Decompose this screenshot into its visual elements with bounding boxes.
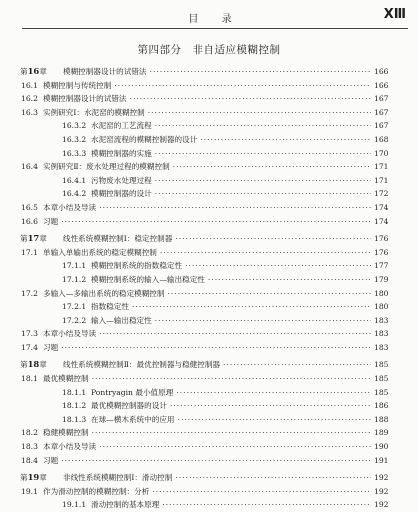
toc-section-row[interactable]: [20, 440, 388, 454]
toc-page-number: 179: [374, 274, 389, 284]
toc-title: 模糊控制系统的指数稳定性: [91, 261, 183, 271]
dot-leader: [61, 454, 371, 468]
toc-title: 作为滑动控制的模糊控制：分析: [43, 486, 150, 496]
dot-leader: [200, 133, 371, 147]
toc-page-number: 176: [374, 234, 389, 244]
dot-leader: [155, 187, 371, 201]
toc-title: 水泥窑的工艺流程: [91, 121, 152, 131]
toc-page-number: 185: [374, 360, 389, 370]
toc-number: [20, 358, 63, 372]
toc-page-number: 177: [374, 261, 389, 271]
part-title: 第四部分 非自适应模糊控制: [137, 44, 281, 56]
chapter-prefix: 第: [20, 67, 28, 76]
dot-leader: [160, 246, 371, 260]
toc-number: 17.4: [21, 342, 38, 352]
toc-chapter-row[interactable]: [20, 471, 388, 485]
toc-number: 16.1: [21, 80, 38, 90]
toc-chapter-row[interactable]: [20, 358, 388, 372]
toc-section-row[interactable]: [20, 79, 388, 93]
toc-number: 18.1: [21, 374, 38, 384]
toc-title: 模糊控制器的实施: [91, 148, 152, 158]
dot-leader: [178, 413, 371, 427]
toc-number: 16.5: [21, 202, 38, 212]
toc-page-number: 180: [374, 302, 389, 312]
toc-number: 18.1.1: [62, 387, 87, 397]
toc-title: 模糊控制与传统控制: [43, 80, 112, 90]
dot-leader: [155, 119, 371, 133]
toc-number: [20, 65, 63, 79]
toc-number: 17.1: [21, 247, 38, 257]
toc-chapter-row[interactable]: [20, 65, 388, 79]
toc-subsection-row[interactable]: [20, 259, 388, 273]
toc-section-row[interactable]: [20, 106, 388, 120]
toc-page-number: 167: [374, 94, 389, 104]
toc-subsection-row[interactable]: [20, 413, 388, 427]
toc-title: 最优模糊控制: [43, 374, 89, 384]
toc-title: 模糊控制器设计的试错法: [63, 67, 147, 76]
toc-subsection-row[interactable]: [20, 300, 388, 314]
toc-page-number: 192: [374, 486, 389, 496]
toc-number: 16.4: [21, 162, 38, 172]
toc-page-number: 190: [374, 442, 389, 452]
toc-number: 17.2: [21, 288, 38, 298]
toc-section-row[interactable]: [20, 246, 388, 260]
toc-number: 16.2: [21, 94, 38, 104]
chapter-suffix: 章: [39, 360, 47, 370]
toc-subsection-row[interactable]: [20, 273, 388, 287]
toc-number: 18.1.2: [62, 401, 87, 411]
chapter-number: 19: [27, 472, 40, 483]
toc-subsection-row[interactable]: [20, 314, 388, 328]
toc-number: 16.6: [21, 216, 38, 226]
toc-number: 16.3.2: [62, 121, 87, 131]
chapter-suffix: 章: [39, 234, 47, 244]
dot-leader: [173, 160, 371, 174]
dot-leader: [130, 92, 371, 106]
toc-page-number: 188: [374, 414, 389, 424]
toc-number: [20, 471, 63, 485]
chapter-suffix: 章: [39, 67, 47, 76]
dot-leader: [155, 147, 371, 161]
toc-title: 多输入—多输出系统的稳定模糊控制: [43, 288, 165, 298]
toc-title: 输入—输出稳定性: [91, 315, 152, 325]
dot-leader: [223, 358, 371, 372]
dot-leader: [155, 174, 371, 188]
toc-page-number: 183: [374, 342, 389, 352]
toc-section-row[interactable]: [20, 426, 388, 440]
toc-number: 17.2.1: [62, 302, 87, 312]
toc-number: 16.3.3: [62, 148, 87, 158]
toc-number: 16.3.2: [62, 134, 87, 144]
dot-leader: [92, 372, 371, 386]
chapter-number: 18: [27, 359, 40, 370]
dot-leader: [148, 106, 371, 120]
dot-leader: [132, 300, 371, 314]
toc-title: 非线性系统模糊控制Ⅰ：滑动控制: [63, 473, 173, 483]
toc-page-number: 167: [374, 107, 389, 117]
dot-leader: [185, 259, 371, 273]
toc-title: 本章小结及导读: [43, 202, 97, 212]
toc-title: 习题: [43, 342, 59, 352]
toc-subsection-row[interactable]: [20, 498, 388, 512]
toc-number: 18.3: [21, 442, 38, 452]
toc-page-number: 183: [374, 315, 389, 325]
toc-section-row[interactable]: [20, 215, 388, 229]
toc-title: 滑动控制的基本原理: [91, 500, 160, 510]
toc-number: 18.2: [21, 428, 38, 438]
toc-section-row[interactable]: [20, 201, 388, 215]
dot-leader: [61, 215, 371, 229]
toc-title: 单输入单输出系统的稳定模糊控制: [43, 247, 157, 257]
toc-title: 稳健模糊控制: [43, 428, 89, 438]
toc-number: 16.4.1: [62, 175, 87, 185]
toc-page-number: 168: [374, 134, 389, 144]
page-header: [22, 8, 408, 29]
toc-title: 模糊控制系统的输入—输出稳定性: [91, 274, 205, 284]
toc-page-number: 185: [374, 374, 389, 384]
toc-title: 习题: [43, 216, 59, 226]
dot-leader: [114, 79, 371, 93]
toc-title: 本章小结及导读: [43, 329, 97, 339]
toc-subsection-row[interactable]: [20, 386, 388, 400]
toc-number: 17.1.1: [62, 261, 87, 271]
dot-leader: [99, 201, 371, 215]
toc-number: 16.3: [21, 107, 38, 117]
chapter-number: 17: [27, 233, 40, 244]
toc-number: 16.4.2: [62, 189, 87, 199]
toc-page-number: 166: [374, 67, 389, 76]
dot-leader: [99, 440, 371, 454]
chapter-prefix: 第: [20, 360, 28, 370]
toc-title: 实例研究Ⅱ：废水处理过程的模糊控制: [43, 162, 170, 172]
toc-title: 水泥窑流程的模糊控制器的设计: [91, 134, 198, 144]
page-number: XⅢ: [383, 7, 406, 22]
toc-subsection-row[interactable]: [20, 174, 388, 188]
toc-subsection-row[interactable]: [20, 187, 388, 201]
toc-title: 实例研究Ⅰ：水泥窑的模糊控制: [43, 107, 145, 117]
toc-section-row[interactable]: [20, 485, 388, 499]
dot-leader: [150, 65, 371, 79]
toc-subsection-row[interactable]: [20, 119, 388, 133]
toc-title: 在球—横木系统中的应用: [91, 414, 175, 424]
dot-leader: [170, 399, 371, 413]
toc-subsection-row[interactable]: [20, 399, 388, 413]
toc-title: Pontryagin 最小值原理: [91, 387, 174, 397]
toc-page-number: 183: [374, 329, 389, 339]
toc-page-number: 185: [374, 387, 389, 397]
chapter-number: 16: [27, 66, 40, 76]
dot-leader: [162, 498, 371, 512]
toc-section-row[interactable]: [20, 327, 388, 341]
toc-page-number: 192: [374, 473, 389, 483]
dot-leader: [175, 232, 371, 246]
table-of-contents: [20, 65, 388, 512]
header-title: 目 录: [188, 14, 242, 25]
toc-number: 17.2.2: [62, 315, 87, 325]
toc-section-row[interactable]: [20, 160, 388, 174]
toc-number: 18.1.3: [62, 414, 87, 424]
dot-leader: [61, 341, 371, 355]
toc-title: 习题: [43, 455, 59, 465]
toc-section-row[interactable]: [20, 372, 388, 386]
toc-section-row[interactable]: [20, 454, 388, 468]
toc-title: 本章小结及导读: [43, 442, 97, 452]
toc-page-number: 186: [374, 401, 389, 411]
dot-leader: [168, 287, 372, 301]
dot-leader: [176, 386, 371, 400]
toc-section-row[interactable]: [20, 341, 388, 355]
toc-title: 最优模糊控制器的设计: [91, 401, 167, 411]
toc-page-number: 172: [374, 189, 389, 199]
dot-leader: [155, 314, 371, 328]
toc-title: 污物废水处理过程: [91, 175, 152, 185]
toc-title: 模糊控制器设计的试错法: [43, 94, 127, 104]
toc-page-number: 191: [374, 455, 389, 465]
dot-leader: [175, 471, 371, 485]
chapter-suffix: 章: [39, 473, 47, 483]
toc-title: 模糊控制器的设计: [91, 189, 152, 199]
toc-page-number: 174: [374, 216, 389, 226]
toc-page-number: 174: [374, 202, 389, 212]
toc-number: 18.4: [21, 455, 38, 465]
toc-page-number: 176: [374, 247, 389, 257]
toc-number: [20, 232, 63, 246]
toc-number: 17.3: [21, 329, 38, 339]
toc-title: 指数稳定性: [91, 302, 129, 312]
toc-page-number: 192: [374, 500, 389, 510]
toc-page-number: 167: [374, 121, 389, 131]
toc-section-row[interactable]: [20, 92, 388, 106]
toc-number: 17.1.2: [62, 274, 87, 284]
toc-page-number: 171: [374, 162, 389, 172]
dot-leader: [152, 485, 371, 499]
chapter-prefix: 第: [20, 473, 28, 483]
toc-number: 19.1.1: [62, 500, 87, 510]
toc-subsection-row[interactable]: [20, 147, 388, 161]
dot-leader: [208, 273, 371, 287]
toc-page-number: 180: [374, 288, 389, 298]
chapter-prefix: 第: [20, 234, 28, 244]
toc-section-row[interactable]: [20, 287, 388, 301]
dot-leader: [92, 426, 371, 440]
toc-title: 线性系统模糊控制Ⅱ：最优控制器与稳健控制器: [63, 360, 221, 370]
toc-chapter-row[interactable]: [20, 232, 388, 246]
toc-number: 19.1: [21, 486, 38, 496]
toc-page-number: 171: [374, 175, 389, 185]
dot-leader: [99, 327, 371, 341]
toc-page-number: 170: [374, 148, 389, 158]
toc-subsection-row[interactable]: [20, 133, 388, 147]
toc-page-number: 166: [374, 80, 389, 90]
toc-page-number: 189: [374, 428, 389, 438]
toc-title: 线性系统模糊控制Ⅰ：稳定控制器: [63, 234, 173, 244]
